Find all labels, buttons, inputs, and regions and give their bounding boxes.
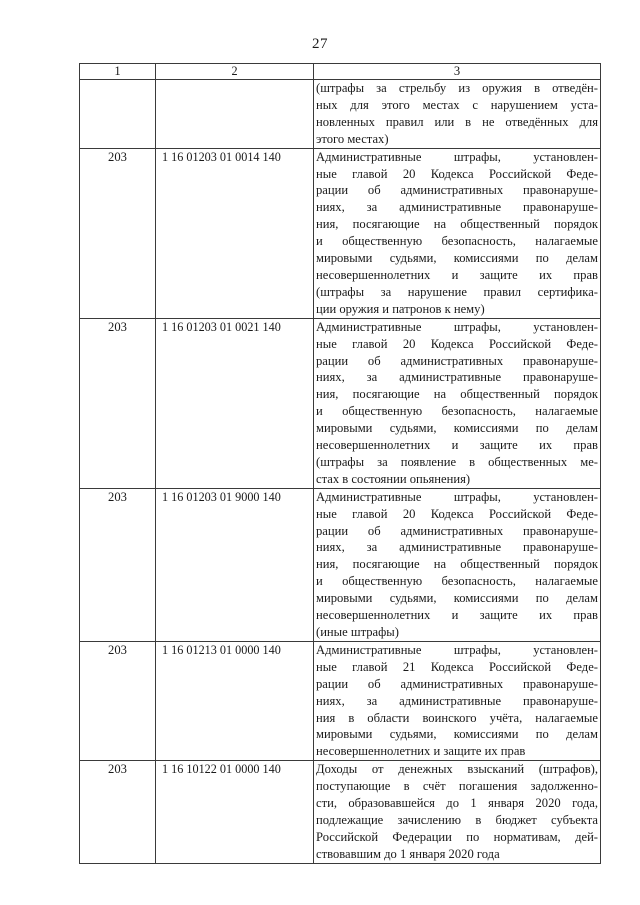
header-col-3: 3 bbox=[314, 64, 601, 80]
description-line: ции оружия и патронов к нему) bbox=[316, 301, 485, 316]
description-line: Административные штрафы, установлен- bbox=[316, 642, 598, 657]
description-line: рации об административных правонаруше- bbox=[316, 183, 598, 198]
description-cell bbox=[314, 488, 601, 641]
description-line: мировыми судьями, комиссиями по делам bbox=[316, 727, 598, 742]
budget-codes-table bbox=[79, 63, 601, 864]
description-line: (штрафы за нарушение правил сертифика- bbox=[316, 284, 598, 299]
admin-code: 203 bbox=[108, 762, 127, 777]
table-row bbox=[80, 641, 601, 760]
description-line: стах в состоянии опьянения) bbox=[316, 471, 471, 486]
admin-code-cell bbox=[80, 761, 156, 863]
description-line: ниях, за административные правонаруше- bbox=[316, 200, 598, 215]
description-line: Административные штрафы, установлен- bbox=[316, 489, 598, 504]
budget-code-cell bbox=[156, 761, 314, 863]
admin-code-cell bbox=[80, 318, 156, 488]
description-cell bbox=[314, 318, 601, 488]
description-line: Российской Федерации по нормативам, дей- bbox=[316, 829, 598, 844]
description-line: мировыми судьями, комиссиями по делам bbox=[316, 421, 598, 436]
description-line: поступающие в счёт погашения задолженно- bbox=[316, 779, 598, 794]
description-line: (иные штрафы) bbox=[316, 625, 399, 639]
description-cell bbox=[314, 80, 601, 149]
budget-code-cell bbox=[156, 148, 314, 318]
table-row bbox=[80, 318, 601, 488]
description-line: и общественную безопасность, налагаемые bbox=[316, 404, 598, 419]
description-line: ниях, за административные правонаруше- bbox=[316, 693, 598, 708]
description-line: мировыми судьями, комиссиями по делам bbox=[316, 251, 598, 266]
budget-code-cell bbox=[156, 488, 314, 641]
description-line: ствовавшим до 1 января 2020 года bbox=[316, 846, 500, 861]
description-cell bbox=[314, 761, 601, 863]
description-line: несовершеннолетних и защите их прав bbox=[316, 267, 598, 282]
budget-classification-code: 1 16 10122 01 0000 140 bbox=[162, 762, 281, 777]
admin-code-cell bbox=[80, 148, 156, 318]
table-row bbox=[80, 148, 601, 318]
description-line: Доходы от денежных взысканий (штрафов), bbox=[316, 762, 598, 777]
description-line: ные главой 20 Кодекса Российской Феде- bbox=[316, 336, 598, 351]
description-line: несовершеннолетних и защите их прав bbox=[316, 608, 598, 623]
description-line: несовершеннолетних и защите их прав bbox=[316, 438, 598, 453]
table-header bbox=[80, 64, 601, 80]
admin-code-cell bbox=[80, 488, 156, 641]
description-line: несовершеннолетних и защите их прав bbox=[316, 744, 526, 759]
budget-code-cell bbox=[156, 641, 314, 760]
description-line: этого местах) bbox=[316, 131, 389, 146]
description-line: ния, посягающие на общественный порядок bbox=[316, 217, 598, 232]
admin-code-cell bbox=[80, 641, 156, 760]
description-line: (штрафы за появление в общественных ме- bbox=[316, 454, 598, 469]
budget-code-cell bbox=[156, 318, 314, 488]
budget-classification-code: 1 16 01203 01 9000 140 bbox=[162, 489, 281, 504]
description-line: Административные штрафы, установлен- bbox=[316, 149, 598, 164]
admin-code: 203 bbox=[108, 489, 127, 504]
header-row bbox=[80, 64, 601, 80]
table-row bbox=[80, 488, 601, 641]
description-line: ные главой 21 Кодекса Российской Феде- bbox=[316, 659, 598, 674]
description-line: мировыми судьями, комиссиями по делам bbox=[316, 591, 598, 606]
description-cell bbox=[314, 148, 601, 318]
description-line: сти, образовавшейся до 1 января 2020 года, bbox=[316, 796, 598, 811]
description-line: ния, посягающие на общественный порядок bbox=[316, 557, 598, 572]
admin-code: 203 bbox=[108, 642, 127, 657]
header-col-2: 2 bbox=[156, 64, 314, 80]
budget-classification-code: 1 16 01213 01 0000 140 bbox=[162, 642, 281, 657]
table-body bbox=[80, 80, 601, 864]
table-row bbox=[80, 761, 601, 863]
table-row bbox=[80, 80, 601, 149]
admin-code-cell bbox=[80, 80, 156, 149]
description-line: рации об административных правонаруше- bbox=[316, 523, 598, 538]
description-line: (штрафы за стрельбу из оружия в отведён- bbox=[316, 81, 598, 95]
page-number: 27 bbox=[312, 36, 328, 52]
description-line: новленных правил или в не отведённых для bbox=[316, 114, 598, 129]
description-line: Административные штрафы, установлен- bbox=[316, 319, 598, 334]
budget-code-cell bbox=[156, 80, 314, 149]
description-line: ния в области воинского учёта, налагаемые bbox=[316, 710, 598, 725]
budget-classification-code: 1 16 01203 01 0014 140 bbox=[162, 149, 281, 164]
description-line: ных для этого местах с нарушением уста- bbox=[316, 97, 598, 112]
description-cell bbox=[314, 641, 601, 760]
header-col-1: 1 bbox=[80, 64, 156, 80]
description-line: рации об административных правонаруше- bbox=[316, 676, 598, 691]
description-line: рации об административных правонаруше- bbox=[316, 353, 598, 368]
description-line: ниях, за административные правонаруше- bbox=[316, 370, 598, 385]
description-line: ные главой 20 Кодекса Российской Феде- bbox=[316, 506, 598, 521]
admin-code: 203 bbox=[108, 319, 127, 334]
description-line: и общественную безопасность, налагаемые bbox=[316, 574, 598, 589]
description-line: ния, посягающие на общественный порядок bbox=[316, 387, 598, 402]
description-line: и общественную безопасность, налагаемые bbox=[316, 234, 598, 249]
budget-classification-code: 1 16 01203 01 0021 140 bbox=[162, 319, 281, 334]
description-line: ниях, за административные правонаруше- bbox=[316, 540, 598, 555]
admin-code: 203 bbox=[108, 149, 127, 164]
description-line: подлежащие зачислению в бюджет субъекта bbox=[316, 812, 598, 827]
description-line: ные главой 20 Кодекса Российской Феде- bbox=[316, 166, 598, 181]
